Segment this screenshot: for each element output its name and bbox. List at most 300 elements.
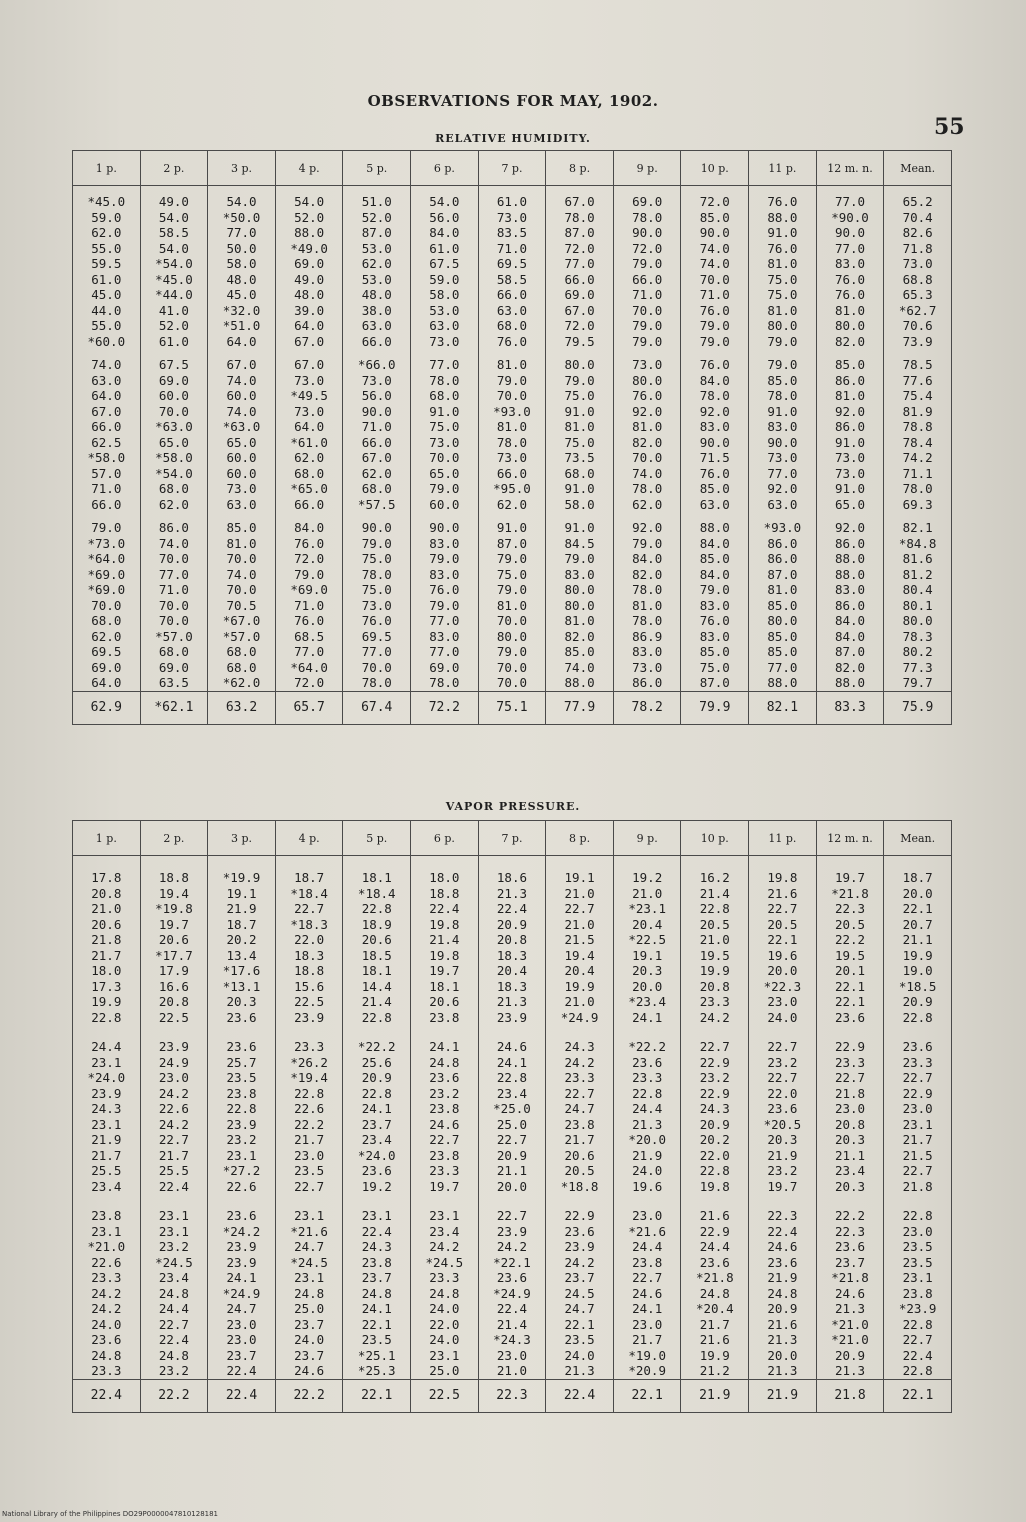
rh-value: 79.0: [429, 481, 460, 496]
rh-value-group: [546, 349, 613, 512]
rh-value: 81.0: [632, 419, 663, 434]
vp-value: 20.9: [902, 994, 933, 1009]
rh-value: 61.0: [91, 271, 122, 287]
vp-value: 24.0: [767, 1009, 798, 1025]
rh-value: *51.0: [222, 318, 261, 333]
rh-mean-value: 82.1: [749, 691, 817, 724]
rh-value: 82.0: [834, 333, 866, 349]
library-credit: National Library of the Philippines DO29P0000047810128181: [2, 1510, 219, 1518]
rh-value: 79.0: [699, 318, 730, 333]
rh-value: 85.0: [699, 551, 730, 566]
vp-value: 20.0: [496, 1178, 528, 1194]
rh-value: 69.0: [294, 256, 325, 271]
rh-value: 74.2: [902, 450, 933, 465]
rh-value: 84.0: [429, 225, 460, 240]
vp-value: *23.9: [898, 1301, 937, 1316]
vp-value: 24.7: [226, 1301, 257, 1316]
rh-value: 87.0: [564, 225, 595, 240]
rh-value: 63.0: [361, 318, 392, 333]
vp-value: 18.3: [496, 978, 528, 994]
rh-value: 81.9: [902, 403, 933, 419]
vp-value: 23.8: [361, 1254, 392, 1270]
vp-value: 23.2: [158, 1239, 189, 1254]
vp-value: 21.8: [902, 1178, 933, 1194]
vp-value: 20.9: [361, 1070, 392, 1085]
rh-value: 74.0: [226, 372, 257, 388]
vp-value: 19.9: [564, 978, 595, 994]
vp-value: 23.5: [902, 1254, 933, 1270]
vp-value: 20.5: [564, 1163, 595, 1178]
rh-value: 81.0: [564, 419, 595, 434]
vp-value: 23.7: [564, 1270, 595, 1285]
rh-value: *73.0: [87, 535, 126, 551]
rh-value: 77.6: [902, 372, 933, 388]
vp-value: 22.7: [902, 1332, 933, 1347]
rh-header-row: [73, 151, 952, 186]
vp-value: 20.9: [699, 1116, 730, 1132]
rh-value: 73.9: [902, 333, 933, 349]
vp-value: 22.9: [834, 1039, 866, 1054]
rh-value: *49.0: [290, 240, 328, 256]
rh-value: 83.0: [767, 419, 798, 434]
rh-value: 52.0: [361, 209, 392, 225]
vp-value: 18.6: [496, 870, 528, 885]
vp-column-header: 5 p.: [343, 821, 411, 856]
rh-value-group: [411, 349, 478, 512]
relative-humidity-table: [72, 150, 952, 725]
vp-mean-value: 21.9: [681, 1379, 749, 1412]
rh-value: 80.4: [902, 582, 933, 597]
rh-value: 79.0: [699, 582, 730, 597]
vp-value: 21.0: [91, 901, 122, 916]
rh-value: 73.0: [632, 357, 663, 372]
rh-value: 76.0: [834, 287, 866, 302]
vp-value: 23.9: [294, 1009, 325, 1025]
rh-value: 57.0: [91, 465, 122, 481]
vp-value: 24.3: [91, 1101, 122, 1116]
rh-value: 80.0: [902, 613, 933, 628]
rh-value: 68.0: [496, 318, 528, 333]
vp-value: 23.8: [564, 1116, 595, 1132]
vp-value: 22.5: [294, 994, 325, 1009]
vp-value: 23.0: [632, 1208, 663, 1223]
rh-value: 77.0: [429, 644, 460, 659]
vp-value: 22.0: [699, 1147, 730, 1163]
vp-value: 23.3: [564, 1070, 595, 1085]
vp-value: 20.3: [834, 1178, 866, 1194]
vp-value: 24.0: [294, 1332, 325, 1347]
vp-value-group: [276, 1194, 343, 1379]
vp-value: 20.3: [834, 1132, 866, 1147]
rh-value: 61.0: [496, 194, 528, 209]
vp-column: [613, 856, 681, 1380]
vp-value: 19.9: [699, 1347, 730, 1363]
rh-value: 49.0: [158, 194, 189, 209]
rh-value: 80.0: [564, 357, 595, 372]
vp-value: 22.7: [632, 1270, 663, 1285]
vp-value: 19.6: [767, 947, 798, 963]
rh-value: 48.0: [361, 287, 392, 302]
rh-value-group: [479, 512, 546, 691]
rh-value-group: [681, 512, 748, 691]
vp-value-group: [73, 1025, 140, 1194]
vp-value: 23.9: [496, 1009, 528, 1025]
rh-value: 68.5: [294, 628, 325, 644]
vp-value: 23.1: [91, 1116, 122, 1132]
vp-value: 19.0: [902, 963, 933, 978]
vp-value-group: [208, 856, 275, 1025]
vp-mean-value: 22.1: [884, 1379, 952, 1412]
rh-value: 69.0: [632, 194, 663, 209]
rh-value: 91.0: [564, 481, 595, 496]
vp-value-group: [343, 1025, 410, 1194]
rh-value: 68.0: [564, 465, 595, 481]
rh-value: 86.0: [834, 419, 866, 434]
vp-value: 23.6: [361, 1163, 392, 1178]
vp-value: 18.1: [361, 870, 392, 885]
rh-value: 59.0: [91, 209, 122, 225]
vp-column: [749, 856, 817, 1380]
vp-value: 24.2: [699, 1009, 730, 1025]
vp-column: [343, 856, 411, 1380]
vp-value: *27.2: [222, 1163, 261, 1178]
rh-value: 58.5: [158, 225, 189, 240]
rh-value: 70.0: [158, 551, 189, 566]
rh-value: 90.0: [834, 225, 866, 240]
rh-value: 88.0: [699, 520, 730, 535]
vp-value: 21.6: [767, 885, 798, 901]
vp-value: 23.1: [429, 1347, 460, 1363]
vp-value: *23.1: [628, 901, 666, 916]
rh-value: 79.0: [699, 333, 730, 349]
rh-value: 77.0: [429, 357, 460, 372]
vp-value: 20.9: [496, 916, 528, 932]
vp-value-group: [73, 1194, 140, 1379]
vp-value: 19.4: [564, 947, 595, 963]
rh-value: 83.0: [632, 644, 663, 659]
vp-value: 19.2: [632, 870, 663, 885]
vp-column-header: 2 p.: [140, 821, 208, 856]
rh-value: *50.0: [222, 209, 261, 225]
rh-value: *45.0: [87, 194, 126, 209]
vp-value: 22.4: [158, 1332, 189, 1347]
vp-column: [884, 856, 952, 1380]
rh-value: 92.0: [767, 481, 798, 496]
vp-column-header: 11 p.: [749, 821, 817, 856]
rh-value: 70.5: [226, 597, 257, 613]
vp-value: *25.1: [357, 1347, 396, 1363]
vp-value: 24.6: [834, 1285, 866, 1301]
rh-value: *32.0: [222, 302, 261, 318]
vp-value: 23.1: [91, 1054, 122, 1070]
vp-value: 24.1: [496, 1054, 528, 1070]
vp-value: 23.1: [361, 1208, 392, 1223]
vp-value: *22.1: [493, 1254, 531, 1270]
vp-value: *21.0: [831, 1316, 869, 1332]
rh-value: *93.0: [493, 403, 531, 419]
vp-value-group: [546, 1194, 613, 1379]
vp-value: 19.5: [834, 947, 866, 963]
rh-value: 73.0: [902, 256, 933, 271]
vp-value: 24.2: [496, 1239, 528, 1254]
vp-value: 24.0: [91, 1316, 122, 1332]
rh-mean-value: 72.2: [411, 691, 479, 724]
vp-column-header: 8 p.: [546, 821, 614, 856]
rh-mean-value: 79.9: [681, 691, 749, 724]
rh-value: 82.1: [902, 520, 933, 535]
rh-value: 81.0: [226, 535, 257, 551]
rh-value: 90.0: [699, 434, 730, 450]
page-number: 55: [934, 114, 965, 140]
vp-value: *23.4: [628, 994, 666, 1009]
rh-value: 86.0: [158, 520, 189, 535]
vp-value: 21.9: [632, 1147, 663, 1163]
rh-value: 63.0: [699, 496, 730, 512]
vp-value: 24.8: [767, 1285, 798, 1301]
vp-value: 22.0: [429, 1316, 460, 1332]
rh-value: 61.0: [429, 240, 460, 256]
rh-value: 77.0: [226, 225, 257, 240]
rh-value: 81.0: [496, 419, 528, 434]
rh-value: 91.0: [767, 403, 798, 419]
rh-value: 78.0: [429, 675, 460, 690]
vp-value: 21.7: [902, 1132, 933, 1147]
vp-value: 22.7: [429, 1132, 460, 1147]
vp-value: 22.8: [902, 1208, 933, 1223]
rh-value-group: [141, 512, 208, 691]
rh-value: 80.0: [564, 597, 595, 613]
vp-value: 20.0: [902, 885, 933, 901]
vp-value: 21.9: [91, 1132, 122, 1147]
vp-value: 24.4: [632, 1239, 663, 1254]
rh-value: 72.0: [564, 240, 595, 256]
vp-value: 23.1: [226, 1147, 257, 1163]
rh-column: [140, 186, 208, 692]
vp-value: 21.4: [699, 885, 730, 901]
vp-value: 23.8: [91, 1208, 122, 1223]
vp-value: 24.4: [699, 1239, 730, 1254]
vp-value: 22.8: [902, 1363, 933, 1378]
vp-value: 23.9: [226, 1254, 257, 1270]
vp-value: 21.1: [834, 1147, 866, 1163]
rh-value: *69.0: [87, 582, 126, 597]
vp-value-group: [411, 1025, 478, 1194]
vp-value: 22.9: [699, 1223, 730, 1239]
vp-value: *21.8: [831, 885, 869, 901]
rh-value: 76.0: [429, 582, 460, 597]
vp-column-header: 6 p.: [411, 821, 479, 856]
rh-value-group: [749, 512, 816, 691]
page-title: OBSERVATIONS FOR MAY, 1902.: [367, 92, 659, 110]
vp-value: 22.7: [902, 1070, 933, 1085]
rh-value: 68.8: [902, 271, 933, 287]
rh-value-group: [73, 349, 140, 512]
vp-value-group: [749, 1194, 816, 1379]
vp-value: 24.2: [158, 1116, 189, 1132]
rh-value: 67.5: [158, 357, 189, 372]
vp-value: 21.9: [767, 1270, 798, 1285]
vp-value: *21.8: [695, 1270, 734, 1285]
rh-value: 76.0: [699, 465, 730, 481]
rh-value: *54.0: [155, 256, 193, 271]
vp-value: 24.2: [564, 1054, 595, 1070]
vp-value: 23.6: [564, 1223, 595, 1239]
rh-value: 75.4: [902, 388, 933, 403]
rh-value: 66.0: [361, 333, 392, 349]
vp-value: 23.2: [158, 1363, 189, 1378]
rh-value: 70.0: [429, 450, 460, 465]
rh-value: 78.0: [632, 582, 663, 597]
vp-value: 24.1: [429, 1039, 460, 1054]
rh-column: [816, 186, 884, 692]
vp-value: 20.6: [564, 1147, 595, 1163]
rh-value: 90.0: [699, 225, 730, 240]
rh-value: 91.0: [496, 520, 528, 535]
rh-column-header: 7 p.: [478, 151, 546, 186]
rh-value: 73.0: [767, 450, 798, 465]
vp-value: 24.4: [158, 1301, 189, 1316]
vp-value: 22.8: [902, 1009, 933, 1025]
vp-value: 23.0: [902, 1101, 933, 1116]
vp-column: [478, 856, 546, 1380]
rh-value: 88.0: [564, 675, 595, 690]
vp-value: 23.7: [361, 1270, 392, 1285]
rh-value: 78.0: [632, 613, 663, 628]
vp-value: *25.3: [357, 1363, 396, 1378]
rh-value: 70.0: [699, 271, 730, 287]
rh-value: 71.0: [496, 240, 528, 256]
vp-value: 23.9: [226, 1239, 257, 1254]
vp-value: 21.5: [902, 1147, 933, 1163]
rh-value: 74.0: [226, 403, 257, 419]
rh-value: *64.0: [87, 551, 126, 566]
rh-value: 78.0: [699, 388, 730, 403]
rh-value: 74.0: [699, 240, 730, 256]
vp-value: *24.5: [290, 1254, 328, 1270]
vp-value: 19.9: [699, 963, 730, 978]
rh-value: 79.7: [902, 675, 933, 690]
relative-humidity-title: RELATIVE HUMIDITY.: [435, 132, 591, 145]
rh-value-group: [817, 186, 884, 349]
rh-value: 77.0: [834, 240, 866, 256]
rh-value: 85.0: [699, 209, 730, 225]
rh-value: 62.0: [91, 628, 122, 644]
vp-value: 22.7: [767, 1070, 798, 1085]
vp-value: 22.8: [699, 1163, 730, 1178]
rh-value-group: [681, 186, 748, 349]
vp-value: 24.8: [294, 1285, 325, 1301]
rh-column: [681, 186, 749, 692]
vp-value: 22.1: [834, 978, 866, 994]
vp-value: 23.1: [902, 1116, 933, 1132]
rh-column-header: 3 p.: [208, 151, 276, 186]
rh-value: 77.0: [767, 465, 798, 481]
vp-value: 19.4: [158, 885, 189, 901]
rh-value: *62.0: [222, 675, 261, 690]
rh-column: [884, 186, 952, 692]
vp-value: 22.1: [564, 1316, 595, 1332]
rh-value: *93.0: [763, 520, 802, 535]
vp-value-group: [141, 1194, 208, 1379]
rh-value: 69.5: [91, 644, 122, 659]
vp-value: *24.9: [222, 1285, 261, 1301]
rh-value: 63.0: [91, 372, 122, 388]
vp-value: 23.3: [91, 1363, 122, 1378]
rh-value: 79.0: [632, 333, 663, 349]
vp-column: [681, 856, 749, 1380]
vp-value-group: [749, 1025, 816, 1194]
rh-value-group: [614, 512, 681, 691]
vp-value: 21.3: [834, 1363, 866, 1378]
vp-value: 18.1: [429, 978, 460, 994]
vp-value: 18.7: [902, 870, 933, 885]
vp-value: 23.5: [564, 1332, 595, 1347]
rh-value: 68.0: [226, 644, 257, 659]
rh-value: 83.0: [429, 566, 460, 582]
vp-value: 21.2: [699, 1363, 730, 1378]
rh-value: 90.0: [361, 403, 392, 419]
vp-value: 23.4: [496, 1085, 528, 1101]
rh-column: [478, 186, 546, 692]
vp-value-group: [681, 856, 748, 1025]
rh-value: 76.0: [294, 613, 325, 628]
rh-value: *58.0: [87, 450, 126, 465]
vp-value: 25.7: [226, 1054, 257, 1070]
vp-value: 22.7: [564, 1085, 595, 1101]
rh-value: *63.0: [222, 419, 261, 434]
rh-value: 48.0: [226, 271, 257, 287]
rh-value: 83.0: [699, 419, 730, 434]
vp-value: 23.8: [226, 1085, 257, 1101]
rh-column: [73, 186, 141, 692]
rh-value: 64.0: [294, 419, 325, 434]
vp-value: 22.6: [226, 1178, 257, 1194]
vp-header-row: [73, 821, 952, 856]
vp-value: 24.6: [429, 1116, 460, 1132]
rh-value: 79.0: [632, 318, 663, 333]
rh-value: 73.0: [361, 597, 392, 613]
vp-value: 22.4: [361, 1223, 392, 1239]
rh-value: 56.0: [429, 209, 460, 225]
rh-value: 67.0: [361, 450, 392, 465]
rh-value: 66.0: [564, 271, 595, 287]
rh-value: 75.0: [361, 582, 392, 597]
vp-value: *21.0: [87, 1239, 126, 1254]
vp-value: 20.3: [226, 994, 257, 1009]
rh-value: 65.0: [158, 434, 189, 450]
rh-value-group: [343, 186, 410, 349]
rh-value: 73.0: [496, 209, 528, 225]
vp-value: 15.6: [294, 978, 325, 994]
vp-value: 23.7: [294, 1316, 325, 1332]
rh-value: 62.0: [361, 256, 392, 271]
vp-value: 19.7: [158, 916, 189, 932]
vp-value: 22.8: [632, 1085, 663, 1101]
rh-value: 76.0: [496, 333, 528, 349]
vp-value: 21.8: [91, 932, 122, 947]
rh-value: 58.0: [226, 256, 257, 271]
vp-value: 18.8: [158, 870, 189, 885]
vp-value: 23.5: [361, 1332, 392, 1347]
vp-value: 25.6: [361, 1054, 392, 1070]
vp-value: 22.0: [767, 1085, 798, 1101]
rh-column: [275, 186, 343, 692]
vp-value: 20.0: [632, 978, 663, 994]
rh-value: 92.0: [632, 403, 663, 419]
vp-column: [73, 856, 141, 1380]
vp-value: 20.4: [496, 963, 528, 978]
rh-value: 50.0: [226, 240, 257, 256]
